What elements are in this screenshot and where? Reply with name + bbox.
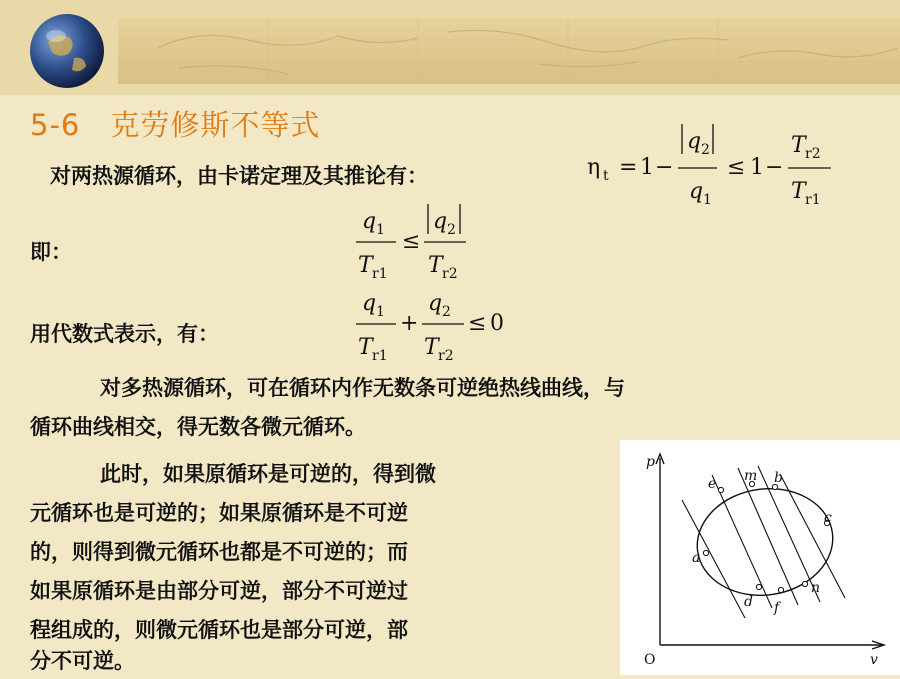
label-n: n <box>811 580 821 596</box>
Tr1-sub-3: r1 <box>372 348 388 364</box>
carnot-equation <box>585 118 845 210</box>
q2-numerator: q <box>687 129 702 154</box>
q1-num-sub: 1 <box>376 222 385 238</box>
result-line-4: 如果原循环是由部分可逆，部分不可逆过 <box>30 579 408 603</box>
ie-label: 即： <box>30 240 72 264</box>
minus-a: − <box>655 155 674 180</box>
leq-sign-2: ≤ <box>402 229 421 254</box>
multi-source-line-1: 对多热源循环，可在循环内作无数条可逆绝热线曲线，与 <box>100 376 625 400</box>
T-den-2: T <box>428 253 443 278</box>
world-map-decoration <box>118 18 900 84</box>
pv-diagram <box>620 440 900 675</box>
plus-sign: + <box>400 311 419 336</box>
one-b: 1 <box>750 155 764 180</box>
p-axis-label: p <box>646 454 655 470</box>
result-line-5: 程组成的，则微元循环也是部分可逆，部 <box>30 618 408 642</box>
label-f: f <box>774 600 780 616</box>
label-c: c <box>824 510 832 526</box>
label-m: m <box>744 468 758 484</box>
section-title: 5-6 克劳修斯不等式 <box>30 108 321 142</box>
T-den-3a: T <box>358 335 373 360</box>
header-banner <box>0 0 900 95</box>
point-f-dot <box>778 587 783 592</box>
v-axis-label: v <box>870 652 878 668</box>
Tr1-sub: r1 <box>805 192 821 208</box>
multi-source-line-2: 循环曲线相交，得无数各微元循环。 <box>30 415 366 439</box>
T-den-3b: T <box>424 335 439 360</box>
label-a: a <box>692 550 701 566</box>
result-line-2: 元循环也是可逆的；如果原循环是不可逆 <box>30 501 408 525</box>
eta-subscript: t <box>603 168 609 184</box>
q1-sub-3: 1 <box>376 304 385 320</box>
label-b: b <box>774 470 783 486</box>
q1-num: q <box>362 209 377 234</box>
two-source-text: 对两热源循环，由卡诺定理及其推论有： <box>50 164 428 188</box>
Tr2-sub-3: r2 <box>438 348 454 364</box>
q2-sub: 2 <box>701 142 710 158</box>
leq-sign-3: ≤ <box>468 311 487 336</box>
point-e-dot <box>718 487 723 492</box>
T-denominator: T <box>791 179 806 204</box>
q2-num-sub: 2 <box>447 222 456 238</box>
result-line-3: 的，则得到微元循环也都是不可逆的；而 <box>30 540 408 564</box>
q1-sub: 1 <box>703 192 712 208</box>
world-map-strip <box>118 18 900 84</box>
one-a: 1 <box>640 155 654 180</box>
label-d: d <box>744 594 753 610</box>
result-line-6: 分不可逆。 <box>30 649 135 673</box>
point-d-dot <box>756 584 761 589</box>
Tr1-den-sub: r1 <box>372 266 388 282</box>
ratio-inequality <box>352 198 482 284</box>
result-line-1: 此时，如果原循环是可逆的，得到微 <box>100 462 436 486</box>
eta-symbol: η <box>587 155 601 180</box>
globe-logo <box>28 12 106 90</box>
Tr2-sub: r2 <box>805 146 821 162</box>
leq-sign: ≤ <box>727 155 746 180</box>
point-a-dot <box>703 550 708 555</box>
q2-num: q <box>433 209 448 234</box>
sum-inequality <box>352 280 512 366</box>
T-den-1: T <box>358 253 373 278</box>
label-e: e <box>708 476 717 492</box>
q1-num-3: q <box>362 291 377 316</box>
T-numerator: T <box>791 133 806 158</box>
q1-denominator: q <box>689 179 704 204</box>
q2-num-3: q <box>428 291 443 316</box>
pv-diagram-panel <box>620 440 900 675</box>
Tr2-den-sub: r2 <box>442 266 458 282</box>
point-n-dot <box>802 581 807 586</box>
minus-b: − <box>765 155 784 180</box>
equals-sign: = <box>619 155 638 180</box>
zero: 0 <box>490 311 504 336</box>
algebraic-label: 用代数式表示，有： <box>30 322 219 346</box>
origin-label: O <box>644 652 656 668</box>
q2-sub-3: 2 <box>442 304 451 320</box>
